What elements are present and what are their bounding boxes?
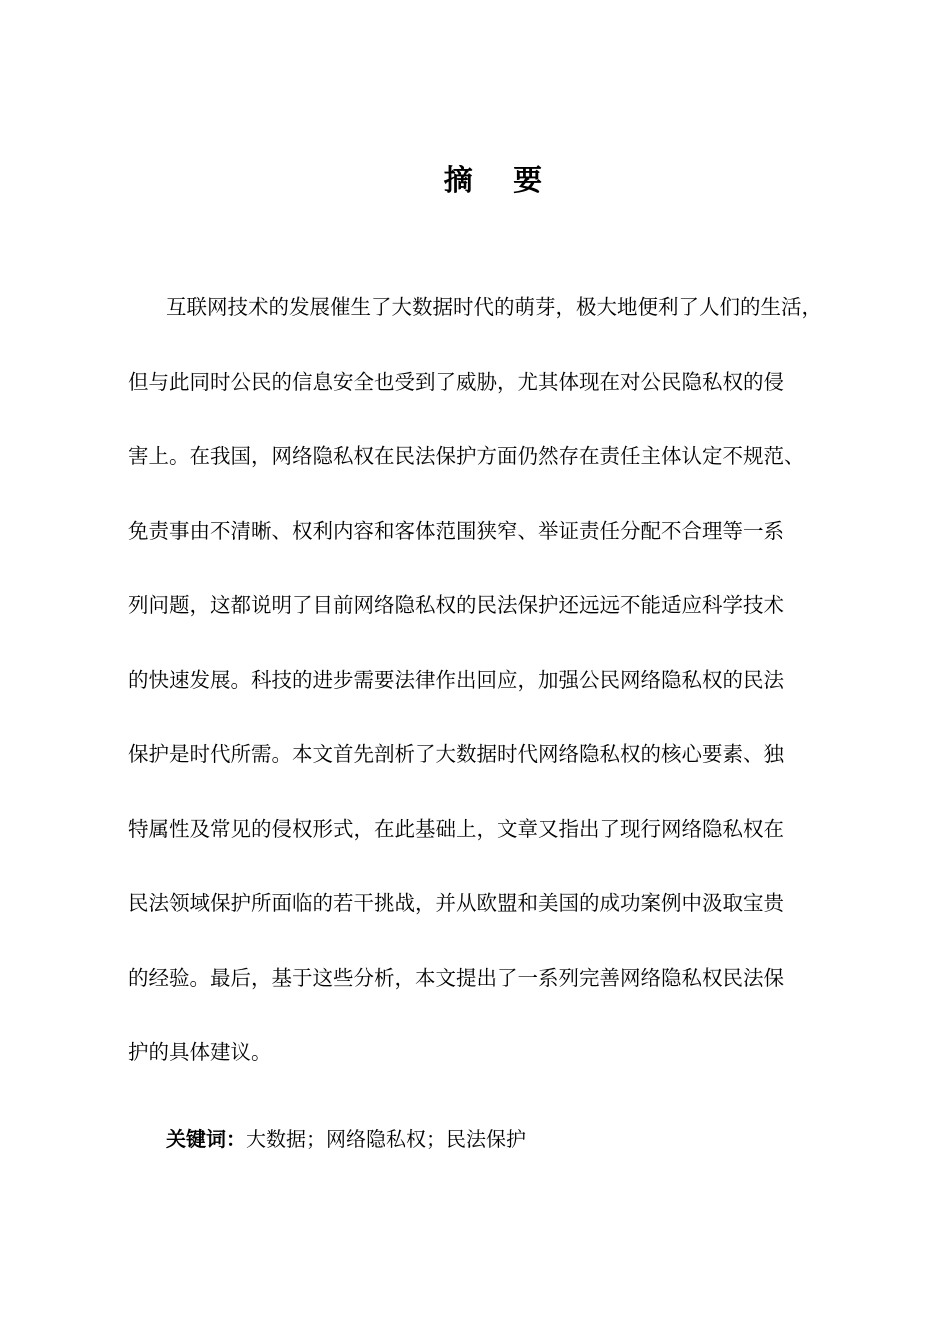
abstract-line: 的经验。最后，基于这些分析，本文提出了一系列完善网络隐私权民法保 [128,965,784,990]
abstract-line: 的快速发展。科技的进步需要法律作出回应，加强公民网络隐私权的民法 [128,667,784,692]
abstract-line: 但与此同时公民的信息安全也受到了威胁，尤其体现在对公民隐私权的侵 [128,369,784,394]
page-title: 摘 要 [443,163,543,197]
abstract-body [128,270,868,1090]
abstract-line: 护的具体建议。 [128,1040,272,1064]
abstract-line: 互联网技术的发展催生了大数据时代的萌芽，极大地便利了人们的生活， [166,295,822,319]
abstract-line: 特属性及常见的侵权形式，在此基础上，文章又指出了现行网络隐私权在 [128,816,784,841]
keywords [166,1121,526,1157]
keywords-value: 大数据；网络隐私权；民法保护 [246,1127,526,1151]
keywords-label: 关键词： [166,1127,246,1151]
abstract-line: 民法领域保护所面临的若干挑战，并从欧盟和美国的成功案例中汲取宝贵 [128,891,784,915]
abstract-line: 列问题，这都说明了目前网络隐私权的民法保护还远远不能适应科学技术 [128,593,784,617]
abstract-line: 害上。在我国，网络隐私权在民法保护方面仍然存在责任主体认定不规范、 [128,444,805,468]
abstract-line: 保护是时代所需。本文首先剖析了大数据时代网络隐私权的核心要素、独 [128,742,784,766]
abstract-line: 免责事由不清晰、权利内容和客体范围狭窄、举证责任分配不合理等一系 [128,518,784,543]
